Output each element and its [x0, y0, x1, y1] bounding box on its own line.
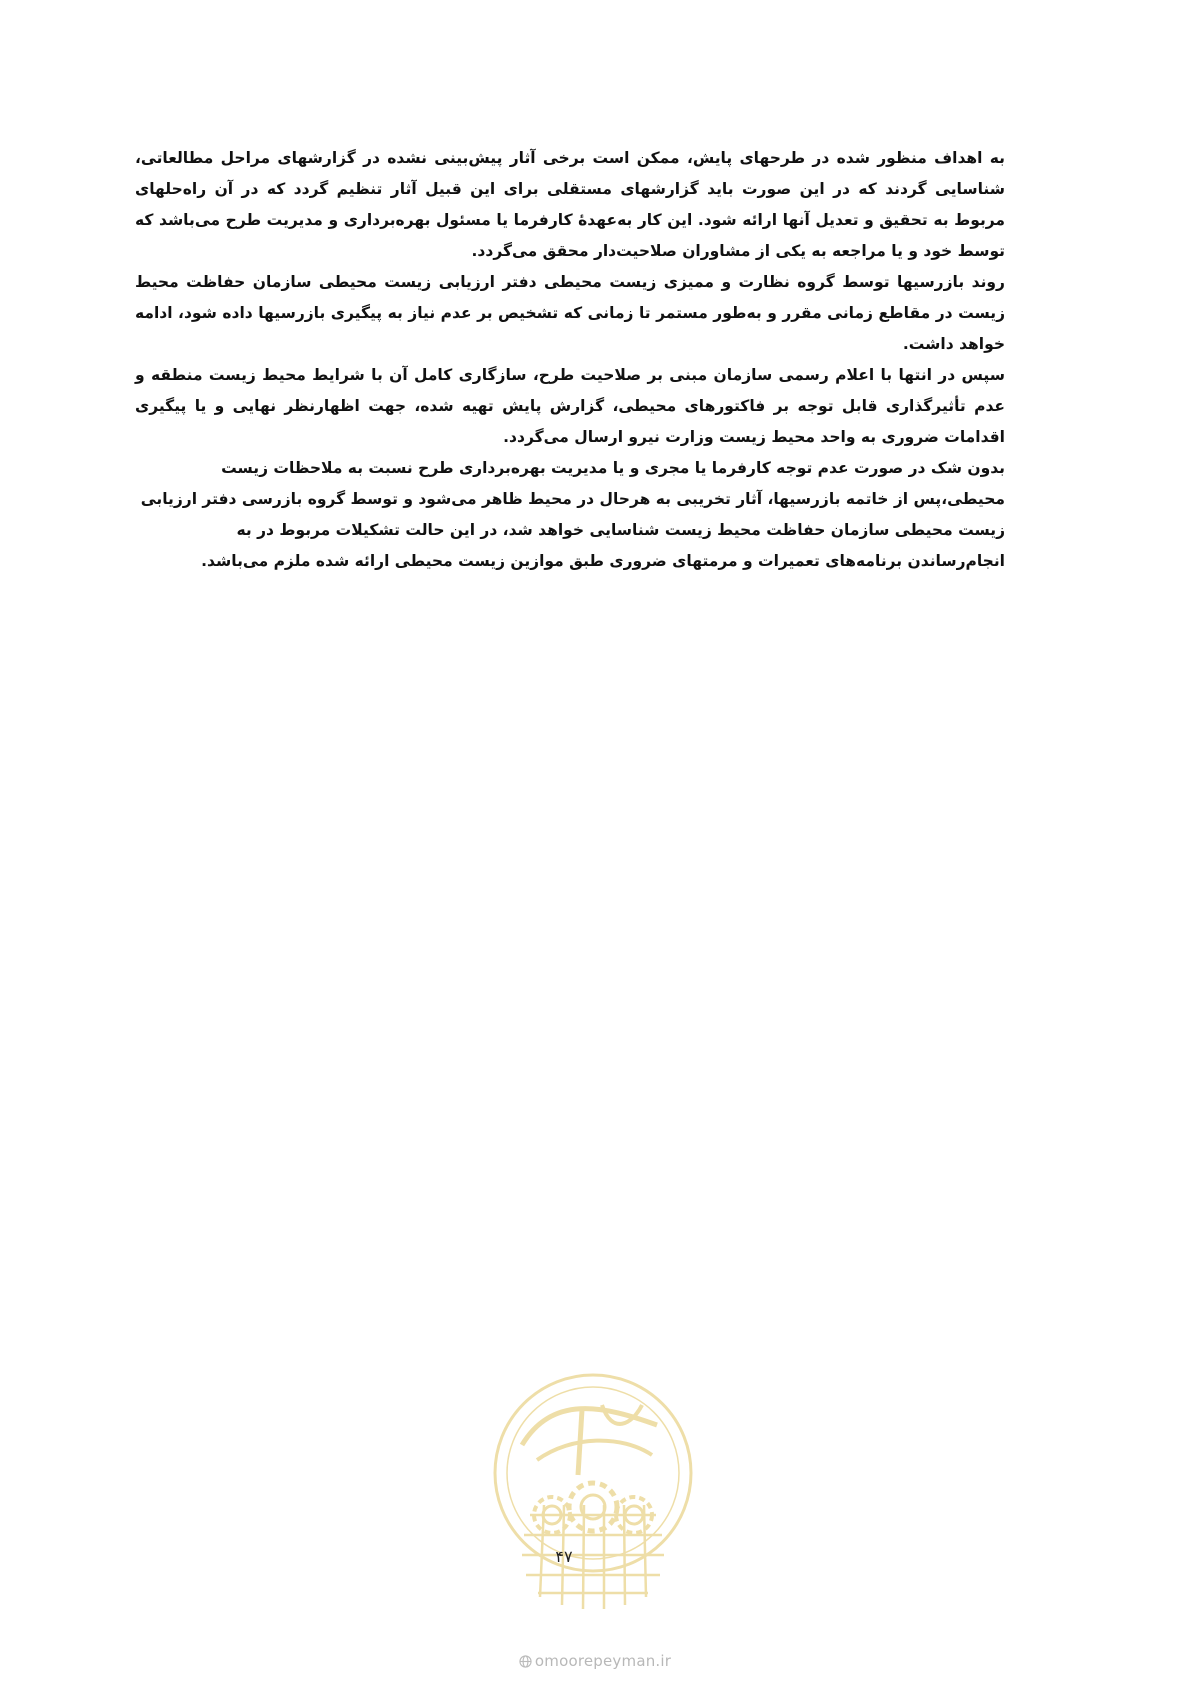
paragraph-2: روند بازرسیها توسط گروه نظارت و ممیزی زیست محیطی دفتر ارزیابی زیست محیطی سازمان حفاظت محیط زیست در مقاطع زمانی مقرر و به‌طور مستمر تا زمانی که تشخیص بر عدم نیاز به پیگیری بازرسیها داده شود، ادامه خواهد داشت.	[135, 273, 1005, 353]
paragraph-1: به اهداف منظور شده در طرحهای پایش، ممکن است برخی آثار پیش‌بینی نشده در گزارشهای مراحل مطالعاتی، شناسایی گردند که در این صورت باید گزارشهای مستقلی برای این قبیل آثار تنظیم گردد که در آن راه‌حلهای مربوط به تحقیق و تعدیل آنها ارائه شود. این کار به‌عهدهٔ کارفرما یا مسئول بهره‌برداری و مدیریت طرح می‌باشد که توسط خود و یا مراجعه به یکی از مشاوران صلاحیت‌دار محقق می‌گردد.	[135, 149, 1005, 260]
body-text	[135, 143, 1005, 577]
paragraph-4: بدون شک در صورت عدم توجه کارفرما یا مجری و یا مدیریت بهره‌برداری طرح نسبت به ملاحظات زیست محیطی،پس از خاتمه بازرسیها، آثار تخریبی به هرحال در محیط ظاهر می‌شود و توسط گروه بازرسی دفتر ارزیابی زیست محیطی سازمان حفاظت محیط زیست شناسایی خواهد شد، در این حالت تشکیلات مربوط در به انجام‌رساندن برنامه‌های تعمیرات و مرمتهای ضروری طبق موازین زیست محیطی ارائه شده ملزم می‌باشد.	[140, 459, 1005, 570]
watermark-logo	[482, 1365, 704, 1620]
paragraph-3: سپس در انتها با اعلام رسمی سازمان مبنی بر صلاحیت طرح، سازگاری کامل آن با شرایط محیط زیست منطقه و عدم تأثیرگذاری قابل توجه بر فاکتورهای محیطی، گزارش پایش تهیه شده، جهت اظهارنظر نهایی و یا پیگیری اقدامات ضروری به واحد محیط زیست وزارت نیرو ارسال می‌گردد.	[135, 366, 1005, 446]
watermark-url	[490, 1652, 700, 1670]
page-number: ۴۷	[555, 1547, 573, 1566]
watermark-site-text: omoorepeyman.ir	[534, 1652, 672, 1670]
globe-icon	[519, 1655, 532, 1668]
